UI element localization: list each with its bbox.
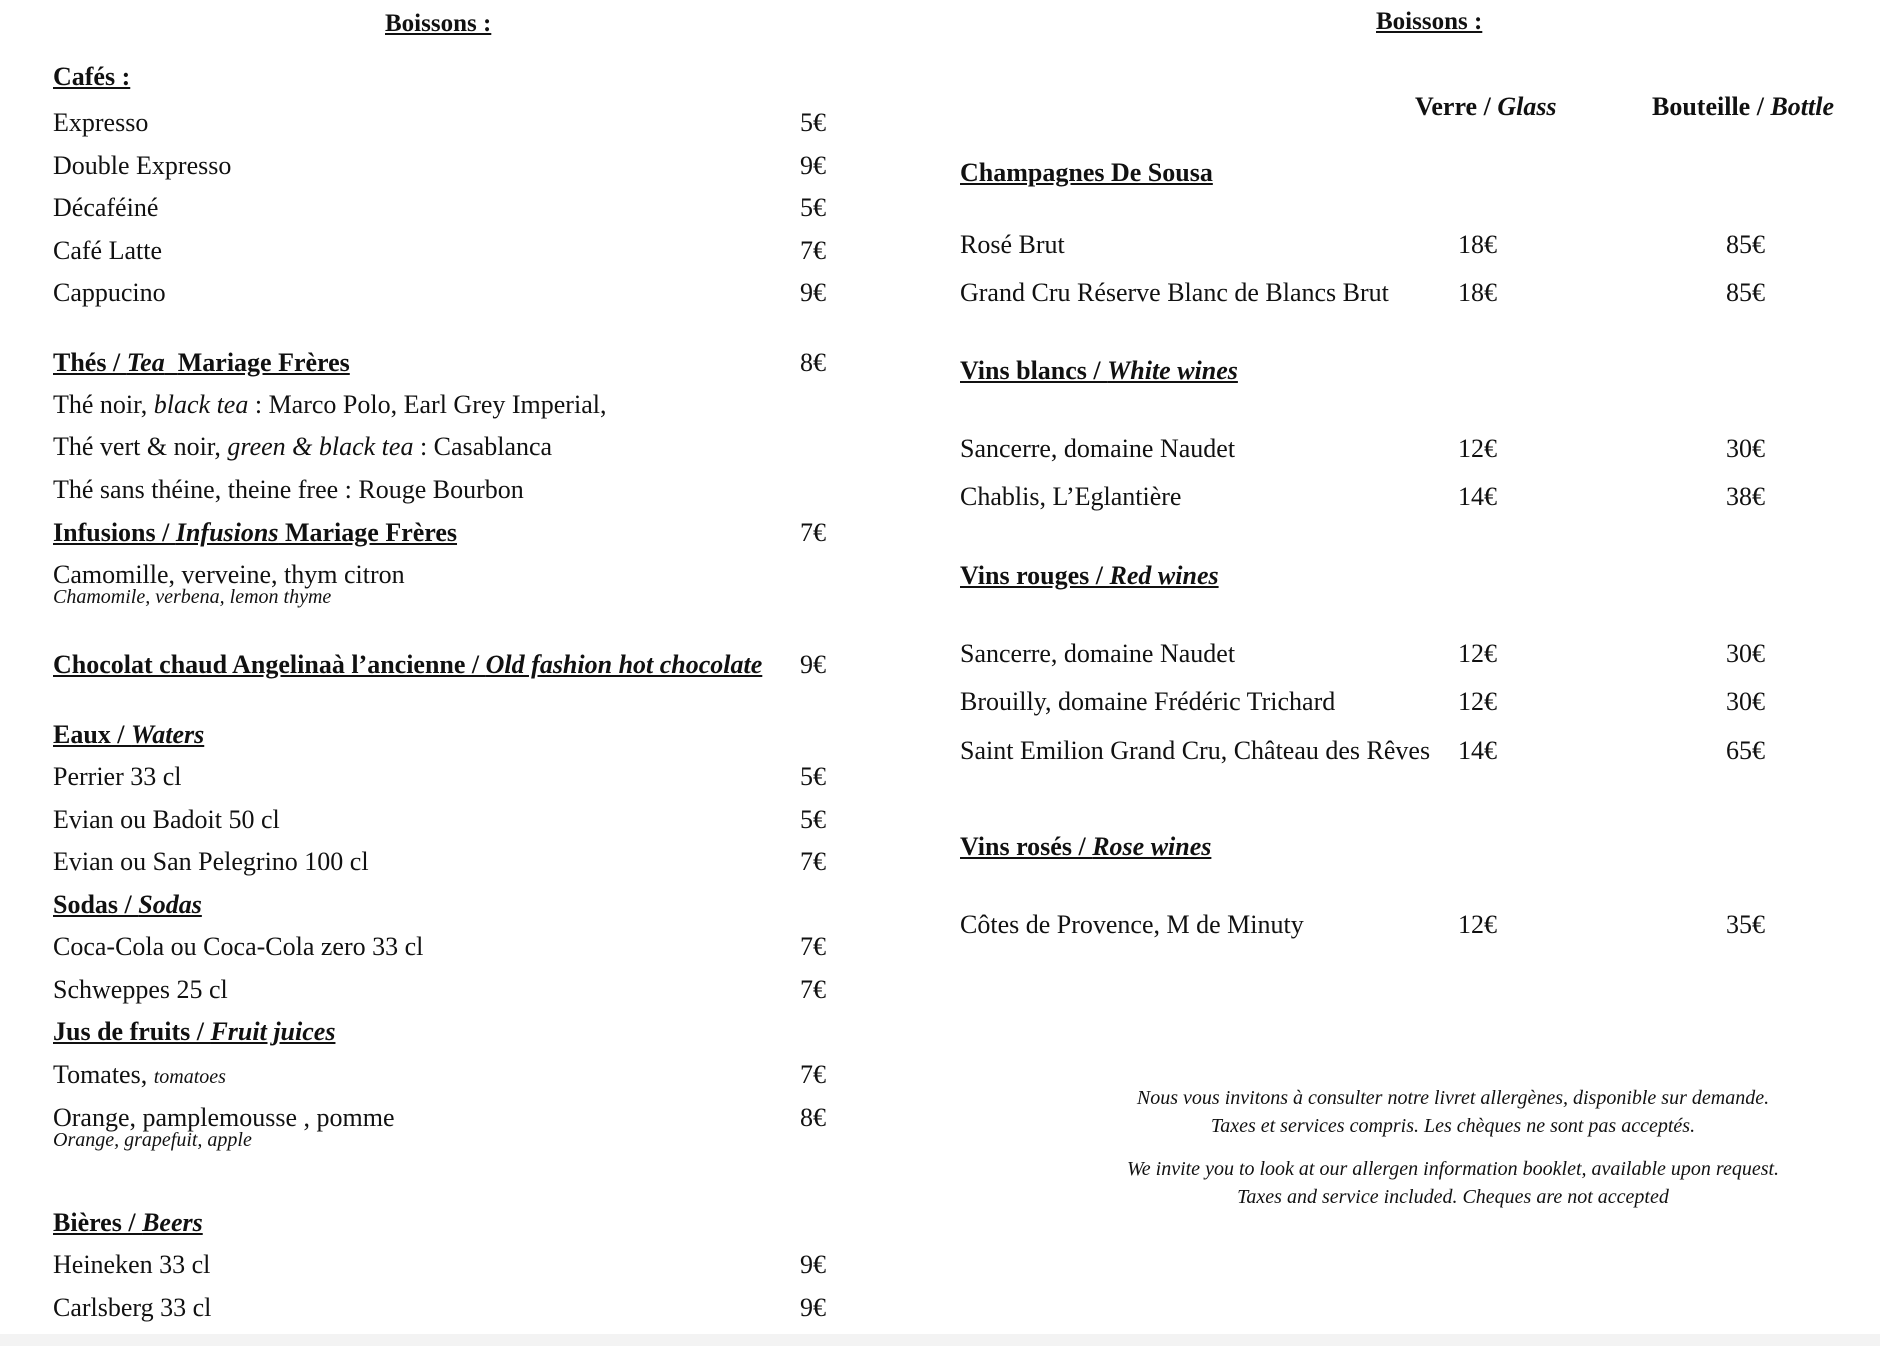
glass-price: 18€ (1458, 230, 1497, 259)
page-bottom-edge (0, 1334, 1880, 1346)
glass-price: 14€ (1458, 736, 1497, 765)
cafe-price: 5€ (800, 108, 826, 137)
juice-item: Tomates, tomatoes (53, 1060, 226, 1089)
eaux-heading: Eaux / Waters (53, 720, 205, 749)
cafe-item: Expresso (53, 108, 149, 137)
taxes-note-en: Taxes and service included. Cheques are not accepted (1237, 1186, 1669, 1208)
bieres-heading: Bières / Beers (53, 1208, 203, 1237)
glass-price: 12€ (1458, 687, 1497, 716)
juice-price: 7€ (800, 1060, 826, 1089)
taxes-note-fr: Taxes et services compris. Les chèques ne sont pas acceptés. (1210, 1115, 1696, 1137)
column-header-glass: Verre / Glass (1415, 92, 1557, 121)
wine-item: Sancerre, domaine Naudet (960, 639, 1236, 668)
left-title: Boissons : (385, 10, 492, 37)
bottle-price: 30€ (1726, 639, 1765, 668)
vins-rouges-heading: Vins rouges / Red wines (960, 561, 1219, 590)
bottle-price: 35€ (1726, 910, 1765, 939)
right-title: Boissons : (1376, 8, 1483, 35)
tea-line: Thé sans théine, theine free : Rouge Bourbon (53, 475, 524, 504)
water-item: Evian ou Badoit 50 cl (53, 805, 280, 834)
beer-price: 9€ (800, 1293, 826, 1322)
infusion-item: Camomille, verveine, thym citron (53, 560, 405, 589)
allergen-note-fr: Nous vous invitons à consulter notre livret allergènes, disponible sur demande. (1136, 1087, 1770, 1109)
vins-roses-heading: Vins rosés / Rose wines (960, 832, 1212, 861)
infusion-item-en: Chamomile, verbena, lemon thyme (53, 586, 332, 608)
vins-blancs-heading: Vins blancs / White wines (960, 356, 1238, 385)
bottle-price: 30€ (1726, 687, 1765, 716)
wine-item: Sancerre, domaine Naudet (960, 434, 1236, 463)
wine-item: Grand Cru Réserve Blanc de Blancs Brut (960, 278, 1389, 307)
cafe-price: 9€ (800, 151, 826, 180)
bottle-price: 30€ (1726, 434, 1765, 463)
wine-item: Brouilly, domaine Frédéric Trichard (960, 687, 1336, 716)
water-price: 7€ (800, 847, 826, 876)
cafes-heading: Cafés : (53, 62, 131, 91)
bottle-price: 85€ (1726, 278, 1765, 307)
allergen-note-en: We invite you to look at our allergen information booklet, available upon request. (1126, 1158, 1780, 1180)
glass-price: 12€ (1458, 910, 1497, 939)
water-item: Evian ou San Pelegrino 100 cl (53, 847, 369, 876)
soda-item: Coca-Cola ou Coca-Cola zero 33 cl (53, 932, 424, 961)
sodas-heading: Sodas / Sodas (53, 890, 202, 919)
wine-item: Côtes de Provence, M de Minuty (960, 910, 1304, 939)
cafe-item: Café Latte (53, 236, 162, 265)
champagnes-heading: Champagnes De Sousa (960, 158, 1213, 187)
bottle-price: 85€ (1726, 230, 1765, 259)
wine-item: Saint Emilion Grand Cru, Château des Rêves (960, 736, 1431, 765)
water-price: 5€ (800, 805, 826, 834)
tea-line: Thé vert & noir, green & black tea : Casablanca (53, 432, 553, 461)
wine-item: Chablis, L’Eglantière (960, 482, 1182, 511)
chocolat-heading: Chocolat chaud Angelinaà l’ancienne / Old fashion hot chocolate (53, 650, 763, 679)
glass-price: 12€ (1458, 639, 1497, 668)
beer-item: Carlsberg 33 cl (53, 1293, 212, 1322)
infusions-price: 7€ (800, 518, 826, 547)
juice-item-en: Orange, grapefuit, apple (53, 1129, 252, 1151)
cafe-price: 9€ (800, 278, 826, 307)
glass-price: 14€ (1458, 482, 1497, 511)
beer-price: 9€ (800, 1250, 826, 1279)
infusions-heading: Infusions / Infusions Mariage Frères (53, 518, 458, 547)
jus-heading: Jus de fruits / Fruit juices (53, 1017, 336, 1046)
cafe-item: Double Expresso (53, 151, 232, 180)
cafe-price: 7€ (800, 236, 826, 265)
bottle-price: 65€ (1726, 736, 1765, 765)
glass-price: 18€ (1458, 278, 1497, 307)
water-price: 5€ (800, 762, 826, 791)
juice-price: 8€ (800, 1103, 826, 1132)
cafe-price: 5€ (800, 193, 826, 222)
soda-item: Schweppes 25 cl (53, 975, 228, 1004)
cafe-item: Cappucino (53, 278, 166, 307)
bottle-price: 38€ (1726, 482, 1765, 511)
thes-heading: Thés / Tea Mariage Frères (53, 348, 350, 377)
tea-line: Thé noir, black tea : Marco Polo, Earl Grey Imperial, (53, 390, 607, 419)
cafe-item: Décaféiné (53, 193, 159, 222)
thes-price: 8€ (800, 348, 826, 377)
wine-item: Rosé Brut (960, 230, 1065, 259)
column-header-bottle: Bouteille / Bottle (1652, 92, 1834, 121)
glass-price: 12€ (1458, 434, 1497, 463)
soda-price: 7€ (800, 975, 826, 1004)
soda-price: 7€ (800, 932, 826, 961)
beer-item: Heineken 33 cl (53, 1250, 211, 1279)
juice-item: Orange, pamplemousse , pomme (53, 1103, 395, 1132)
water-item: Perrier 33 cl (53, 762, 182, 791)
chocolat-price: 9€ (800, 650, 826, 679)
